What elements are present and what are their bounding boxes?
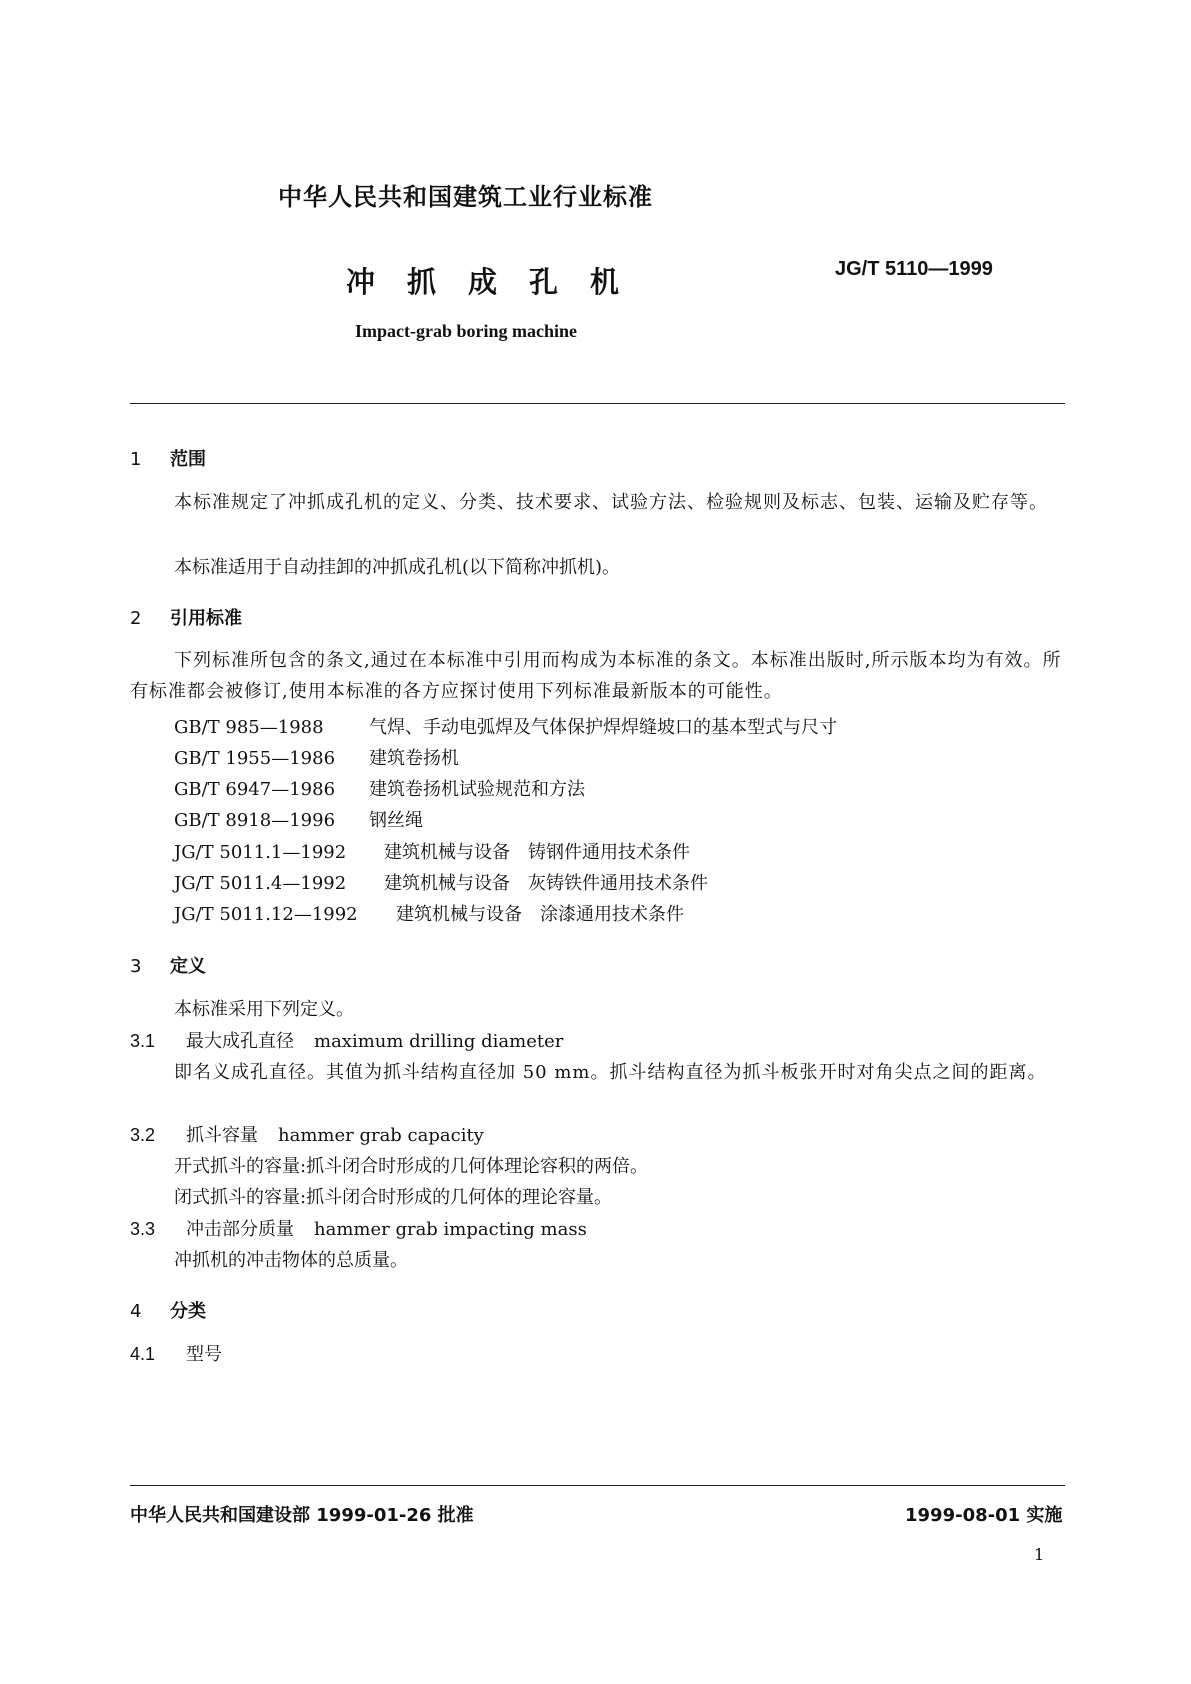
page-number: 1	[1034, 1545, 1045, 1564]
reference-item	[174, 838, 690, 864]
reference-item	[174, 869, 708, 895]
definition-term: 最大成孔直径	[186, 1031, 294, 1052]
clause-number: 3.1	[130, 1031, 156, 1051]
clause-number: 3.3	[130, 1219, 156, 1239]
footer-divider	[130, 1485, 1065, 1486]
definition-term-english: hammer grab impacting mass	[314, 1219, 587, 1240]
reference-name: 钢丝绳	[369, 810, 423, 831]
reference-code: JG/T 5011.12—1992	[174, 904, 358, 925]
clause-4-1-heading	[130, 1340, 222, 1366]
definition-term-english: hammer grab capacity	[278, 1125, 484, 1146]
clause-title: 型号	[186, 1344, 222, 1365]
definition-3-2-line-1: 开式抓斗的容量:抓斗闭合时形成的几何体理论容积的两倍。	[174, 1156, 649, 1177]
document-title: 冲抓成孔机	[346, 265, 652, 299]
section-1-paragraph-1: 本标准规定了冲抓成孔机的定义、分类、技术要求、试验方法、检验规则及标志、包装、运输及贮存等。	[174, 492, 1048, 513]
section-title: 范围	[170, 449, 206, 470]
standard-code: JG/T 5110—1999	[835, 258, 993, 280]
reference-item	[174, 775, 585, 801]
section-number: 4	[130, 1301, 142, 1322]
reference-item	[174, 900, 684, 926]
section-title: 分类	[170, 1301, 206, 1322]
reference-name: 建筑卷扬机	[369, 748, 459, 769]
reference-item	[174, 744, 459, 770]
approval-statement: 中华人民共和国建设部 1999-01-26 批准	[130, 1505, 474, 1526]
reference-name: 建筑机械与设备 涂漆通用技术条件	[396, 904, 684, 925]
definition-3-3-text: 冲抓机的冲击物体的总质量。	[174, 1250, 408, 1271]
definition-3-2-heading	[130, 1121, 484, 1147]
definition-3-1-heading	[130, 1027, 563, 1053]
clause-number: 4.1	[130, 1344, 156, 1364]
english-title: Impact-grab boring machine	[355, 321, 577, 341]
reference-name: 气焊、手动电弧焊及气体保护焊焊缝坡口的基本型式与尺寸	[369, 717, 837, 738]
section-4-heading	[130, 1297, 206, 1323]
reference-name: 建筑机械与设备 灰铸铁件通用技术条件	[384, 873, 708, 894]
clause-number: 3.2	[130, 1125, 156, 1145]
section-2-heading	[130, 604, 242, 630]
reference-name: 建筑卷扬机试验规范和方法	[369, 779, 585, 800]
reference-code: GB/T 6947—1986	[174, 779, 336, 800]
definition-3-1-text: 即名义成孔直径。其值为抓斗结构直径加 50 mm。抓斗结构直径为抓斗板张开时对角尖点之间的距离。	[174, 1062, 1047, 1083]
reference-code: JG/T 5011.4—1992	[174, 873, 347, 894]
reference-code: GB/T 985—1988	[174, 717, 324, 738]
section-title: 引用标准	[170, 608, 242, 629]
definition-term-english: maximum drilling diameter	[314, 1031, 564, 1052]
definition-3-2-line-2: 闭式抓斗的容量:抓斗闭合时形成的几何体的理论容量。	[174, 1187, 613, 1208]
header-divider	[130, 403, 1065, 404]
section-title: 定义	[170, 956, 206, 977]
section-number: 1	[130, 449, 142, 470]
section-3-heading	[130, 952, 206, 978]
section-3-intro: 本标准采用下列定义。	[174, 999, 354, 1020]
section-2-paragraph: 下列标准所包含的条文,通过在本标准中引用而构成为本标准的条文。本标准出版时,所示版本均为有效。所有标准都会被修订,使用本标准的各方应探讨使用下列标准最新版本的可能性。	[130, 650, 1062, 702]
definition-term: 抓斗容量	[186, 1125, 258, 1146]
reference-code: JG/T 5011.1—1992	[174, 842, 347, 863]
section-number: 3	[130, 956, 142, 977]
reference-name: 建筑机械与设备 铸钢件通用技术条件	[384, 842, 690, 863]
reference-item	[174, 806, 423, 832]
implementation-date: 1999-08-01 实施	[905, 1505, 1063, 1526]
section-1-paragraph-2: 本标准适用于自动挂卸的冲抓成孔机(以下简称冲抓机)。	[174, 557, 621, 578]
definition-term: 冲击部分质量	[186, 1219, 294, 1240]
issuing-body-heading: 中华人民共和国建筑工业行业标准	[278, 183, 653, 211]
reference-code: GB/T 1955—1986	[174, 748, 336, 769]
reference-item	[174, 713, 837, 739]
definition-3-3-heading	[130, 1215, 587, 1241]
section-number: 2	[130, 608, 142, 629]
section-1-heading	[130, 445, 206, 471]
reference-code: GB/T 8918—1996	[174, 810, 336, 831]
